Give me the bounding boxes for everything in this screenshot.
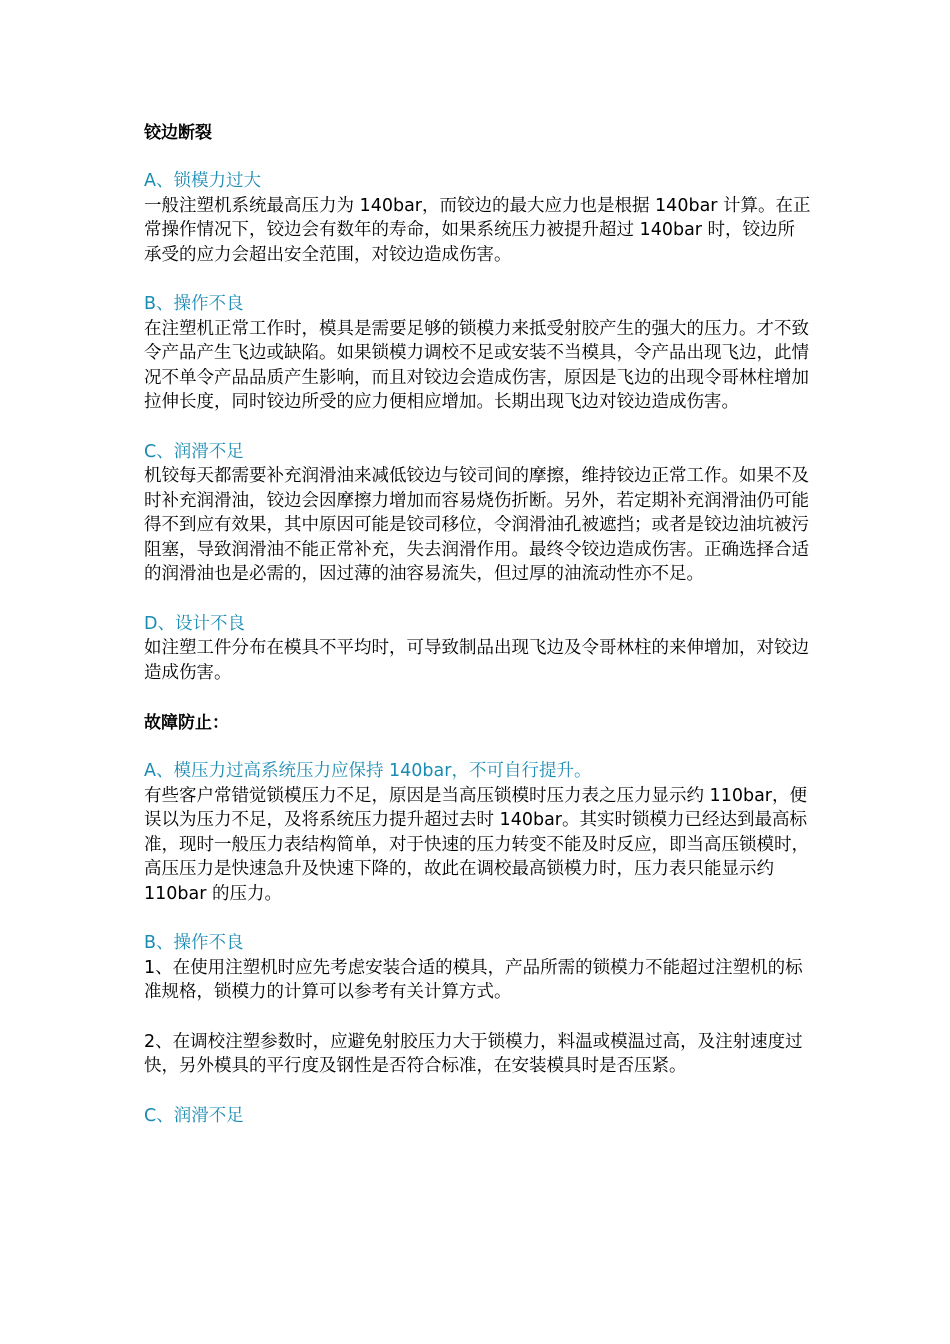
paragraph-prevention-a: 有些客户常错觉锁模压力不足，原因是当高压锁模时压力表之压力显示约 110bar，便误以为压力不足，及将系统压力提升超过去时 140bar。其实时锁模力已经达到最高标准，现时一般压力表结构简单，对于快速的压力转变不能及时反应，即当高压锁模时，高压压力是快速急升及快速下降的，故此在调校最高锁模力时，压力表只能显示约 110bar 的压力。 [144, 785, 809, 904]
paragraph-d-design: 如注塑工件分布在模具不平均时，可导致制品出现飞边及令哥林柱的来伸增加，对铰边造成伤害。 [144, 638, 809, 683]
subheading-b-operation: B、操作不良 [144, 294, 244, 314]
subheading-d-design: D、设计不良 [144, 613, 245, 634]
paragraph-a-clamping-force: 一般注塑机系统最高压力为 140bar，而铰边的最大应力也是根据 140bar 计算。在正常操作情况下，铰边会有数年的寿命，如果系统压力被提升超过 140bar 时，铰边所承受的应力会超出安全范围，对铰边造成伤害。 [144, 195, 811, 265]
paragraph-prevention-b-2: 2、在调校注塑参数时，应避免射胶压力大于锁模力，料温或模温过高，及注射速度过快，另外模具的平行度及钢性是否符合标准，在安装模具时是否压紧。 [144, 1031, 803, 1076]
document-page [144, 120, 812, 1128]
subheading-prevention-a: A、模压力过高系统压力应保持 140bar，不可自行提升。 [144, 761, 592, 781]
section-title-fault-prevention: 故障防止： [144, 713, 229, 733]
paragraph-c-lubrication: 机铰每天都需要补充润滑油来减低铰边与铰司间的摩擦，维持铰边正常工作。如果不及时补充润滑油，铰边会因摩擦力增加而容易烧伤折断。另外，若定期补充润滑油仍可能得不到应有效果，其中原因可能是铰司移位，令润滑油孔被遮挡；或者是铰边油坑被污阻塞，导致润滑油不能正常补充，失去润滑作用。最终令铰边造成伤害。正确选择合适的润滑油也是必需的，因过薄的油容易流失，但过厚的油流动性亦不足。 [144, 466, 809, 584]
section-title-hinge-fracture: 铰边断裂 [144, 123, 212, 143]
subheading-prevention-b: B、操作不良 [144, 933, 244, 953]
subheading-a-clamping-force: A、锁模力过大 [144, 171, 261, 191]
subheading-c-lubrication: C、润滑不足 [144, 441, 244, 462]
subheading-prevention-c: C、润滑不足 [144, 1105, 244, 1126]
paragraph-b-operation: 在注塑机正常工作时，模具是需要足够的锁模力来抵受射胶产生的强大的压力。才不致令产品产生飞边或缺陷。如果锁模力调校不足或安装不当模具，令产品出现飞边，此情况不单令产品品质产生影响，而且对铰边会造成伤害，原因是飞边的出现令哥林柱增加拉伸长度，同时铰边所受的应力便相应增加。长期出现飞边对铰边造成伤害。 [144, 318, 809, 412]
paragraph-prevention-b-1: 1、在使用注塑机时应先考虑安装合适的模具，产品所需的锁模力不能超过注塑机的标准规格，锁模力的计算可以参考有关计算方式。 [144, 957, 803, 1002]
